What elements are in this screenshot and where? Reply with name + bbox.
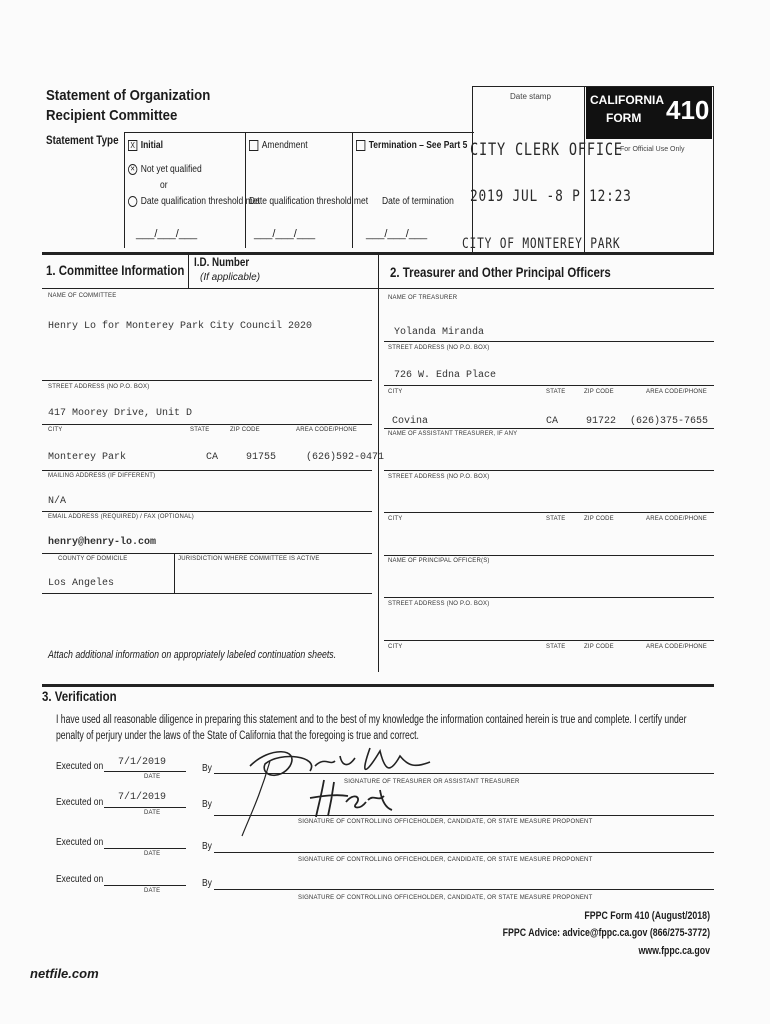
- by-label-4: By: [202, 878, 212, 889]
- committee-zip-field[interactable]: 91755: [246, 452, 277, 463]
- amendment-label: Amendment: [261, 140, 308, 152]
- california-label: CALIFORNIA: [590, 93, 664, 107]
- not-yet-qualified-label: Not yet qualified: [140, 164, 202, 176]
- mailing-address-label: MAILING ADDRESS (IF DIFFERENT): [48, 473, 156, 479]
- form-number: 410: [666, 95, 710, 125]
- assistant-city-label: CITY: [388, 516, 403, 522]
- signature-label-4: SIGNATURE OF CONTROLLING OFFICEHOLDER, CANDIDATE, OR STATE MEASURE PROPONENT: [298, 895, 593, 901]
- termination-date-field[interactable]: ___/___/___: [366, 228, 428, 240]
- california-form-badge: [586, 87, 712, 139]
- date-label-3: DATE: [144, 851, 161, 857]
- treasurer-name-label: NAME OF TREASURER: [388, 295, 458, 301]
- committee-phone-label: AREA CODE/PHONE: [296, 427, 358, 433]
- candidate-signature: [296, 772, 416, 822]
- form-label: FORM: [606, 111, 642, 125]
- verification-text-2: penalty of perjury under the laws of the State of California that the foregoing is true and correct.: [56, 730, 419, 742]
- stamp-city-clerk: CITY CLERK OFFICE: [470, 140, 623, 160]
- termination-checkbox[interactable]: [356, 140, 467, 151]
- by-label-2: By: [202, 799, 212, 810]
- email-field[interactable]: henry@henry-lo.com: [48, 537, 157, 548]
- form-title: Statement of Organization: [46, 87, 211, 104]
- committee-state-label: STATE: [190, 427, 210, 433]
- date-of-termination-label: Date of termination: [382, 196, 454, 207]
- by-label-1: By: [202, 763, 212, 774]
- fppc-advice: FPPC Advice: advice@fppc.ca.gov (866/275-3772): [502, 927, 710, 939]
- by-label-3: By: [202, 841, 212, 852]
- amendment-date-field[interactable]: ___/___/___: [254, 228, 316, 240]
- treasurer-zip-field[interactable]: 91722: [586, 416, 617, 427]
- committee-state-field[interactable]: CA: [206, 452, 219, 463]
- attach-note: Attach additional information on appropriately labeled continuation sheets.: [48, 649, 337, 661]
- principal-officer-label: NAME OF PRINCIPAL OFFICER(S): [388, 558, 490, 564]
- treasurer-state-field[interactable]: CA: [546, 416, 559, 427]
- executed-date-1[interactable]: 7/1/2019: [118, 757, 167, 768]
- executed-on-label-1: Executed on: [56, 761, 104, 772]
- signature-label-3: SIGNATURE OF CONTROLLING OFFICEHOLDER, CANDIDATE, OR STATE MEASURE PROPONENT: [298, 857, 593, 863]
- not-yet-qualified-radio[interactable]: ✕ Not yet qualified: [128, 164, 202, 175]
- initial-checkbox[interactable]: [128, 140, 163, 151]
- committee-city-label: CITY: [48, 427, 63, 433]
- jurisdiction-label: JURISDICTION WHERE COMMITTEE IS ACTIVE: [178, 556, 320, 562]
- committee-street-field[interactable]: 417 Moorey Drive, Unit D: [48, 408, 193, 419]
- official-use-label: For Official Use Only: [620, 146, 685, 153]
- netfile-mark: netfile.com: [30, 966, 99, 981]
- signature-label-1: SIGNATURE OF TREASURER OR ASSISTANT TREASURER: [344, 779, 520, 785]
- initial-check-mark: X: [128, 140, 137, 151]
- form-subtitle: Recipient Committee: [46, 107, 178, 124]
- executed-on-label-4: Executed on: [56, 874, 104, 885]
- date-label-1: DATE: [144, 774, 161, 780]
- executed-on-label-2: Executed on: [56, 797, 104, 808]
- amend-date-qualification-label: Date qualification threshold met: [249, 196, 369, 207]
- committee-name-label: NAME OF COMMITTEE: [48, 293, 117, 299]
- initial-label: Initial: [140, 140, 163, 152]
- committee-zip-label: ZIP CODE: [230, 427, 260, 433]
- amendment-checkbox[interactable]: [249, 140, 308, 151]
- executed-date-2[interactable]: 7/1/2019: [118, 792, 167, 803]
- date-qualification-radio[interactable]: [128, 196, 260, 207]
- treasurer-phone-field[interactable]: (626)375-7655: [630, 416, 709, 427]
- mailing-address-field[interactable]: N/A: [48, 496, 67, 507]
- assistant-phone-label: AREA CODE/PHONE: [646, 516, 708, 522]
- id-number-label: I.D. Number: [194, 255, 250, 269]
- assistant-zip-label: ZIP CODE: [584, 516, 614, 522]
- treasurer-city-label: CITY: [388, 389, 403, 395]
- initial-date-field[interactable]: ___/___/___: [136, 228, 198, 240]
- committee-name-field[interactable]: Henry Lo for Monterey Park City Council 2020: [48, 321, 313, 332]
- or-label: or: [160, 180, 168, 191]
- assistant-state-label: STATE: [546, 516, 566, 522]
- executed-on-label-3: Executed on: [56, 837, 104, 848]
- email-label: EMAIL ADDRESS (REQUIRED) / FAX (OPTIONAL): [48, 514, 195, 520]
- committee-city-field[interactable]: Monterey Park: [48, 452, 127, 463]
- stamp-date: 2019 JUL -8 P 12:23: [470, 186, 632, 205]
- termination-label: Termination – See Part 5: [368, 140, 468, 152]
- county-field[interactable]: Los Angeles: [48, 578, 115, 589]
- officer-phone-label: AREA CODE/PHONE: [646, 644, 708, 650]
- date-stamp-label: Date stamp: [510, 92, 551, 101]
- verification-text-1: I have used all reasonable diligence in preparing this statement and to the best of my knowledge the information contained herein is true and complete. I certify under: [56, 714, 687, 726]
- assistant-street-label: STREET ADDRESS (NO P.O. BOX): [388, 474, 490, 480]
- treasurer-street-label: STREET ADDRESS (NO P.O. BOX): [388, 345, 490, 351]
- officer-city-label: CITY: [388, 644, 403, 650]
- section2-title: 2. Treasurer and Other Principal Officers: [390, 264, 611, 280]
- committee-phone-field[interactable]: (626)592-0471: [306, 452, 385, 463]
- date-label-2: DATE: [144, 810, 161, 816]
- stamp-city: CITY OF MONTEREY PARK: [462, 236, 621, 252]
- form-version: FPPC Form 410 (August/2018): [584, 910, 710, 922]
- signature-label-2: SIGNATURE OF CONTROLLING OFFICEHOLDER, CANDIDATE, OR STATE MEASURE PROPONENT: [298, 819, 593, 825]
- treasurer-name-field[interactable]: Yolanda Miranda: [394, 327, 485, 338]
- date-qualification-label: Date qualification threshold met: [140, 196, 260, 208]
- section1-title: 1. Committee Information: [46, 262, 185, 278]
- treasurer-phone-label: AREA CODE/PHONE: [646, 389, 708, 395]
- county-label: COUNTY OF DOMICILE: [58, 556, 128, 562]
- treasurer-state-label: STATE: [546, 389, 566, 395]
- officer-state-label: STATE: [546, 644, 566, 650]
- date-label-4: DATE: [144, 888, 161, 894]
- officer-street-label: STREET ADDRESS (NO P.O. BOX): [388, 601, 490, 607]
- treasurer-zip-label: ZIP CODE: [584, 389, 614, 395]
- treasurer-city-field[interactable]: Covina: [392, 416, 429, 427]
- statement-type-label: Statement Type: [46, 133, 119, 147]
- officer-zip-label: ZIP CODE: [584, 644, 614, 650]
- if-applicable-label: (If applicable): [200, 272, 261, 283]
- committee-street-label: STREET ADDRESS (NO P.O. BOX): [48, 384, 150, 390]
- treasurer-street-field[interactable]: 726 W. Edna Place: [394, 370, 497, 381]
- section3-title: 3. Verification: [42, 688, 117, 704]
- fppc-url: www.fppc.ca.gov: [638, 945, 710, 957]
- assistant-treasurer-label: NAME OF ASSISTANT TREASURER, IF ANY: [388, 431, 518, 437]
